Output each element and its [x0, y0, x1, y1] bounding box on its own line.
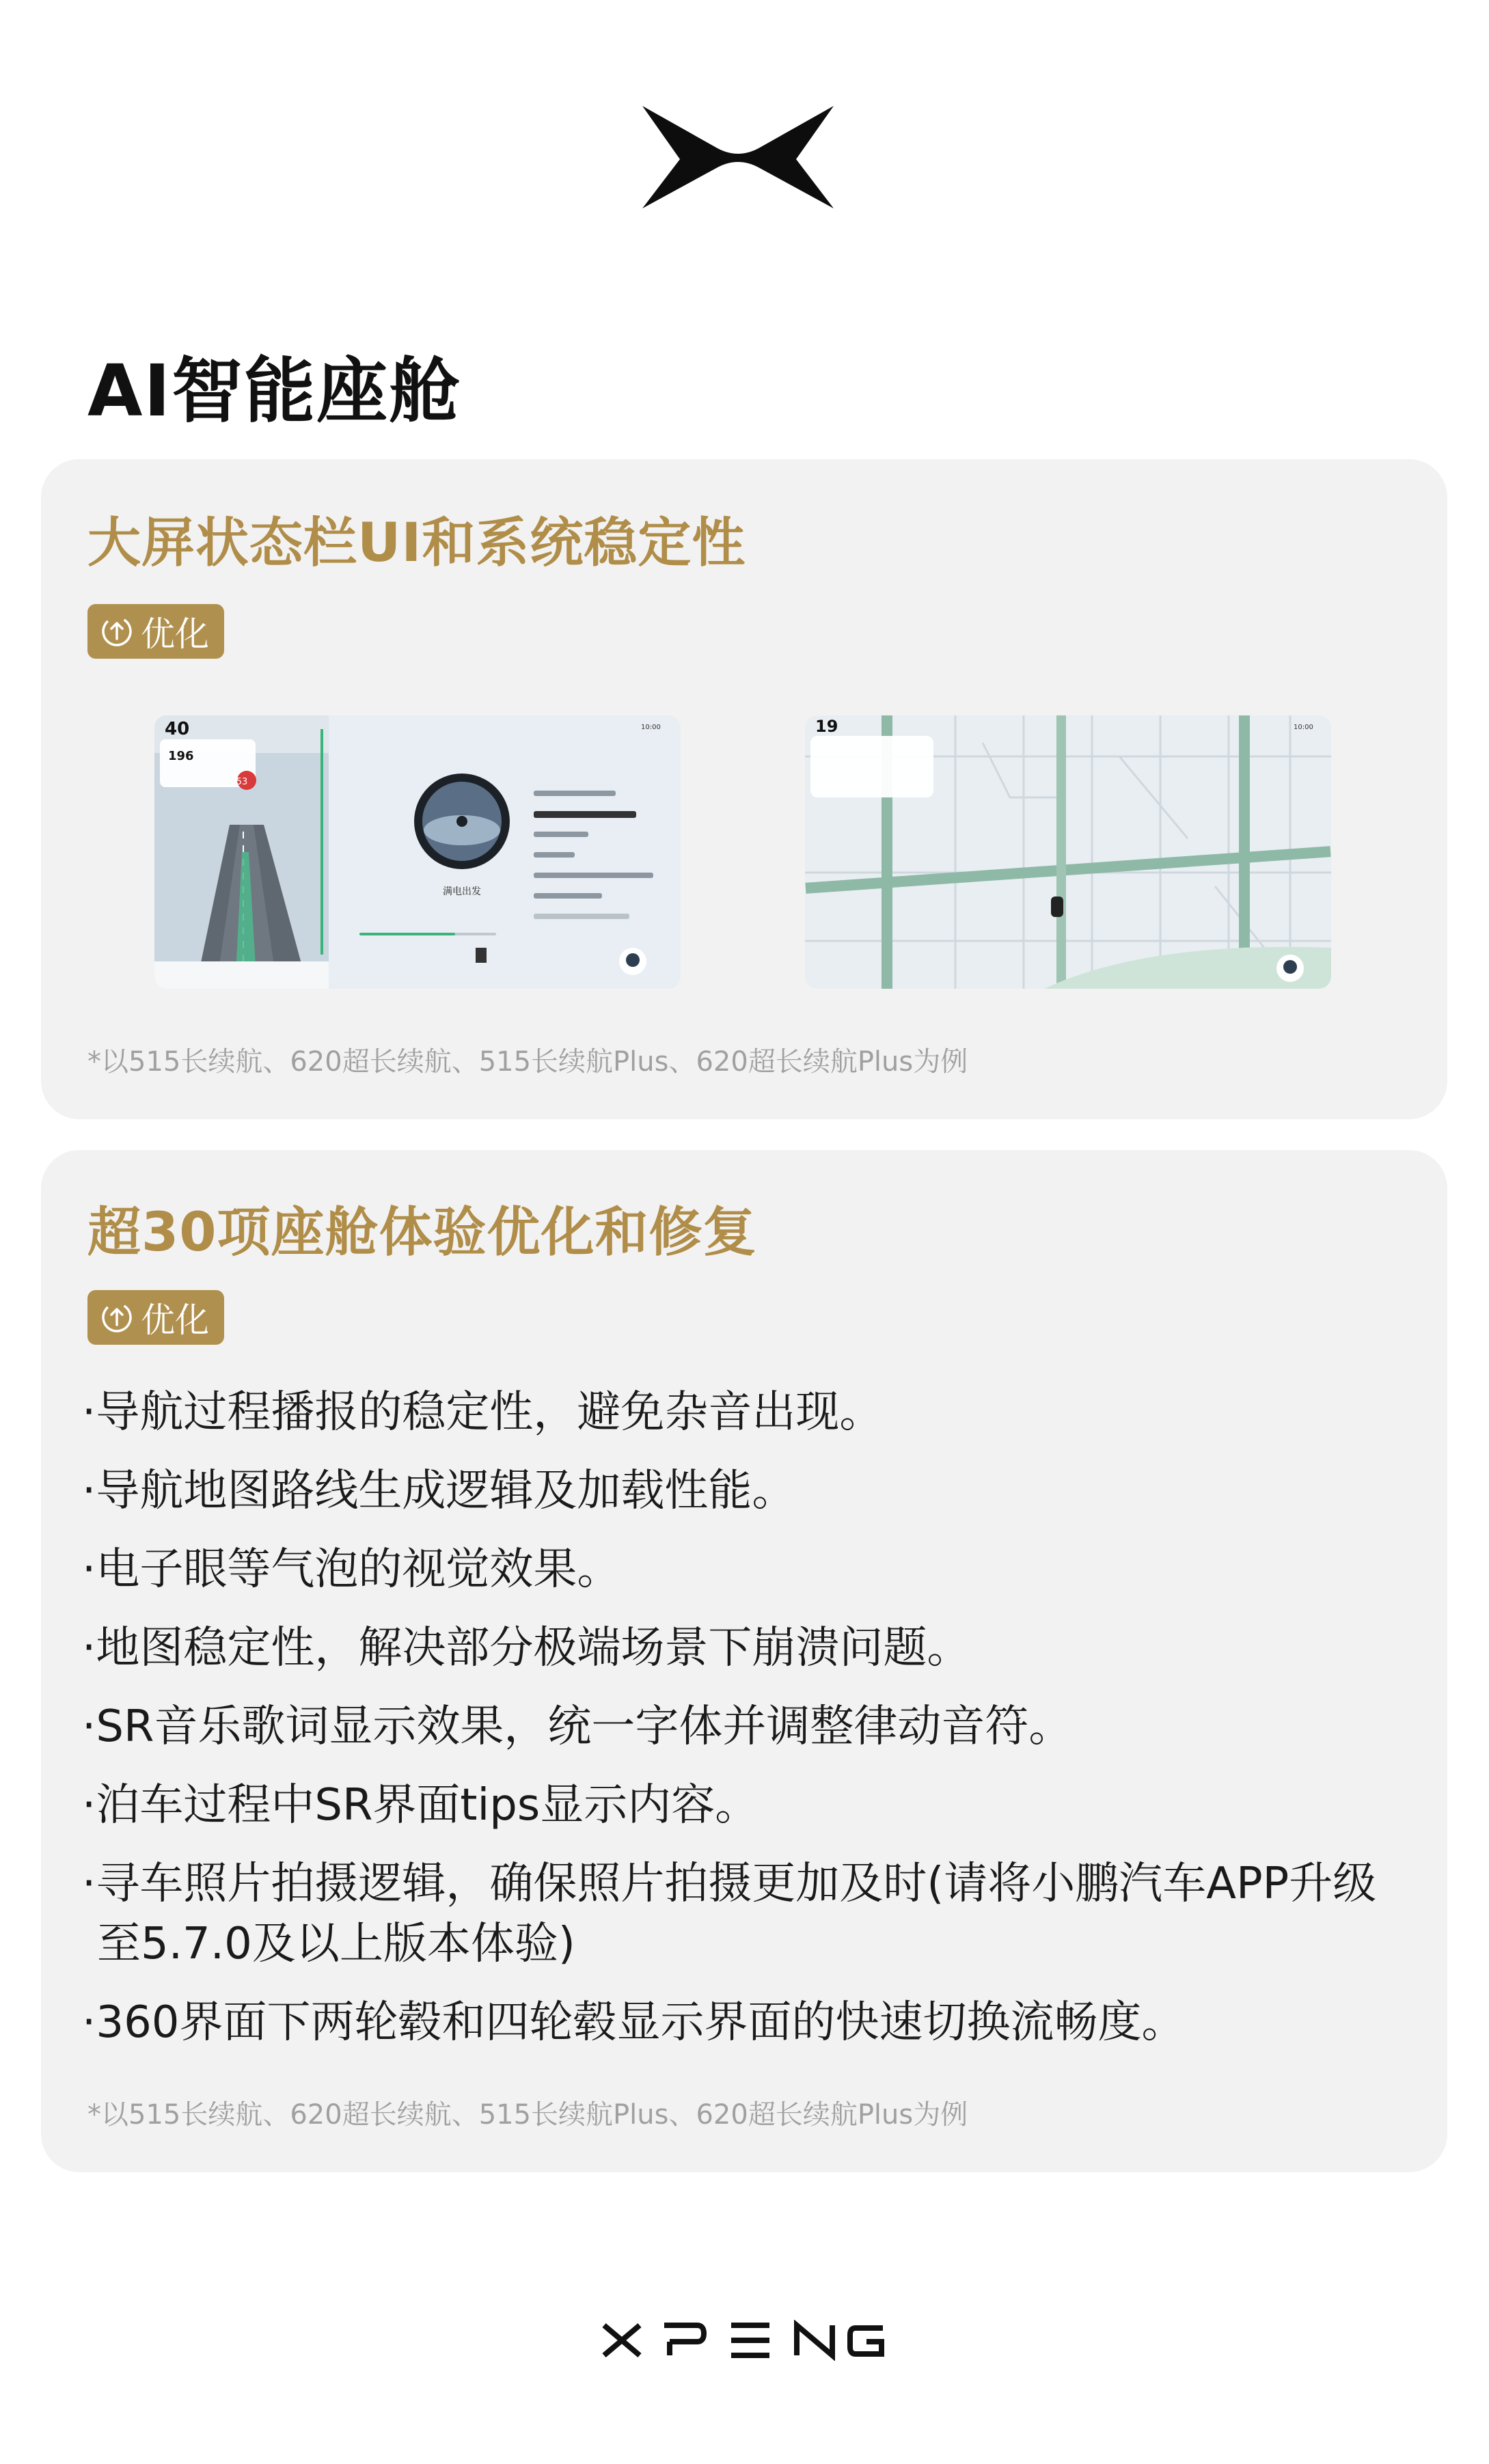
- list-item: ·导航过程播报的稳定性，避免杂音出现。: [82, 1387, 884, 1438]
- status-bar-card: [41, 459, 1447, 1119]
- card-title: 大屏状态栏UI和系统稳定性: [87, 512, 746, 574]
- xpeng-wordmark-icon: [601, 2320, 888, 2361]
- page-title: AI智能座舱: [87, 349, 462, 433]
- speed-limit-readout: 53: [236, 777, 248, 787]
- navigation-music-screenshot: [154, 715, 681, 989]
- upload-arrow-icon: [100, 614, 134, 648]
- list-item: ·电子眼等气泡的视觉效果。: [82, 1544, 621, 1595]
- clock-readout: 10:00: [1294, 724, 1313, 731]
- cockpit-fixes-card: [41, 1150, 1447, 2172]
- list-item: ·SR音乐歌词显示效果，统一字体并调整律动音符。: [82, 1701, 1073, 1752]
- footnote: *以515长续航、620超长续航、515长续航Plus、620超长续航Plus为例: [87, 1046, 968, 1078]
- speed-readout: 40: [165, 719, 190, 739]
- list-item: ·寻车照片拍摄逻辑，确保照片拍摄更加及时(请将小鹏汽车APP升级至5.7.0及以上版本体验): [82, 1859, 1377, 1969]
- upload-arrow-icon: [100, 1300, 134, 1334]
- speed-readout: 19: [815, 717, 838, 736]
- xpeng-logo-icon: [642, 106, 834, 208]
- card-title: 超30项座舱体验优化和修复: [87, 1202, 757, 1263]
- list-item: ·360界面下两轮毂和四轮毂显示界面的快速切换流畅度。: [82, 1997, 1186, 2048]
- badge-label: 优化: [141, 614, 209, 654]
- list-item: ·导航地图路线生成逻辑及加载性能。: [82, 1466, 796, 1516]
- optimize-badge: [87, 604, 224, 659]
- footnote: *以515长续航、620超长续航、515长续航Plus、620超长续航Plus为例: [87, 2099, 968, 2131]
- improvement-list: [82, 1382, 1380, 2071]
- list-item: ·泊车过程中SR界面tips显示内容。: [82, 1780, 759, 1831]
- badge-label: 优化: [141, 1300, 209, 1340]
- distance-readout: 196: [168, 749, 194, 763]
- optimize-badge: [87, 1290, 224, 1345]
- map-screenshot: [805, 715, 1331, 989]
- clock-readout: 10:00: [641, 724, 661, 731]
- list-item: ·地图稳定性，解决部分极端场景下崩溃问题。: [82, 1623, 971, 1673]
- song-title: 满电出发: [443, 886, 481, 897]
